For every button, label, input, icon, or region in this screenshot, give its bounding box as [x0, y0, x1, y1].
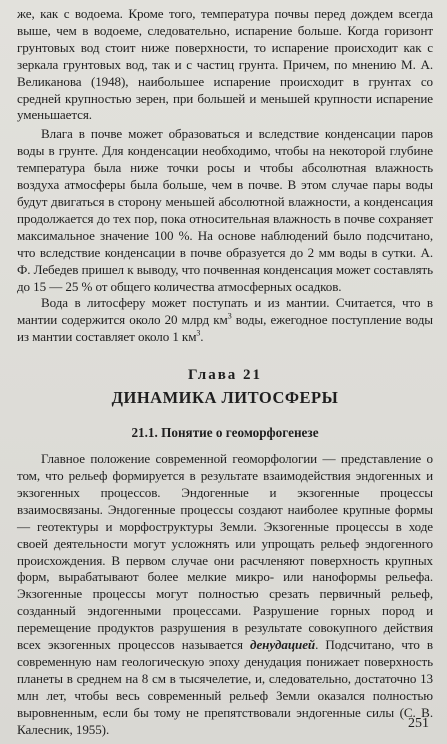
chapter-number: Глава 21 [187, 367, 263, 384]
mantle-text-part3: . [200, 329, 204, 345]
superscript-cubic-2: 3 [196, 328, 201, 338]
term-denudation: денудацией [250, 637, 316, 653]
main-text-part1: Главное положение современной геоморфологии — представление о том, что рельеф формируется в результате взаимодействия эндогенных и экзогенных процессов. Эндогенные и экзогенные процессы взаимосвязаны. Эндогенные процессы создают наиболее крупные формы — геотектуры и морфоструктуры Земли. Экзогенные процессы в ходе своей деятельности могут усложнять или упрощать рельеф эндогенного происхождения. В первом случае они расчленяют поверхность крупных форм, вырабатывают более мелкие микро- или нанoформы рельефа. Экзогенные процессы могут полностью срезать первичный рельеф, созданный эндогенными процессами. Разрушение горных пород и перемещение продуктов разрушения в результате совокупного действия всех экзогенных процессов называется [17, 451, 433, 653]
superscript-cubic-1: 3 [227, 311, 232, 321]
main-text-part2: . Подсчитано, что в современную нам геологическую эпоху денудация понижает поверхность планеты в среднем на 8 см в тысячелетие, и, следовательно, достаточно 13 млн лет, чтобы весь современный рельеф Земли оказался полностью выровненным, если бы тому не препятствовали эндогенные силы (С. В. Калесник, 1955). [17, 637, 433, 737]
paragraph-condensation: Влага в почве может образоваться и вследствие конденсации паров воды в грунте. Для конденсации необходимо, чтобы на некоторой глубине температура была ниже точки росы и чтобы абсолютная влажность воздуха атмосферы была больше, чем в почве. В этом случае пары воды будут двигаться в сторону меньшей абсолютной влажности, а конденсация продолжается до тех пор, пока относительная влажность в почве сохраняет максимальное значение 100 %. На основе наблюдений было подсчитано, что вследствие конденсации в почве образуется до 2 мм воды в сутки. А. Ф. Лебедев пришел к выводу, что почвенная конденсация может составлять до 15 — 25 % от общего количества атмосферных осадков. [17, 126, 433, 294]
section-title: 21.1. Понятие о геоморфогенезе [131, 425, 319, 441]
paragraph-evaporation: же, как с водоема. Кроме того, температура почвы перед дождем всегда выше, чем в водоеме, следовательно, испарение больше. Когда горизонт грунтовых вод стоит ниже поверхности, то испарение происходит как с зеркала грунтовых вод, так и с частиц грунта. Причем, по мнению М. А. Великанова (1948), наибольшее испарение происходит в грунтах со средней крупностью зерен, при большей и меньшей крупности испарение уменьшается. [17, 6, 433, 123]
page-number: 251 [408, 716, 429, 731]
paragraph-geomorphology [17, 451, 433, 738]
chapter-title: ДИНАМИКА ЛИТОСФЕРЫ [111, 388, 339, 408]
mantle-text-part1: Вода в литосферу может поступать и из мантии. Считается, что в мантии содержится около 20 млрд км [17, 295, 433, 328]
paragraph-mantle-water [17, 295, 433, 346]
mantle-text-part2: воды, ежегодное поступление воды из мантии составляет около 1 км [17, 312, 433, 345]
